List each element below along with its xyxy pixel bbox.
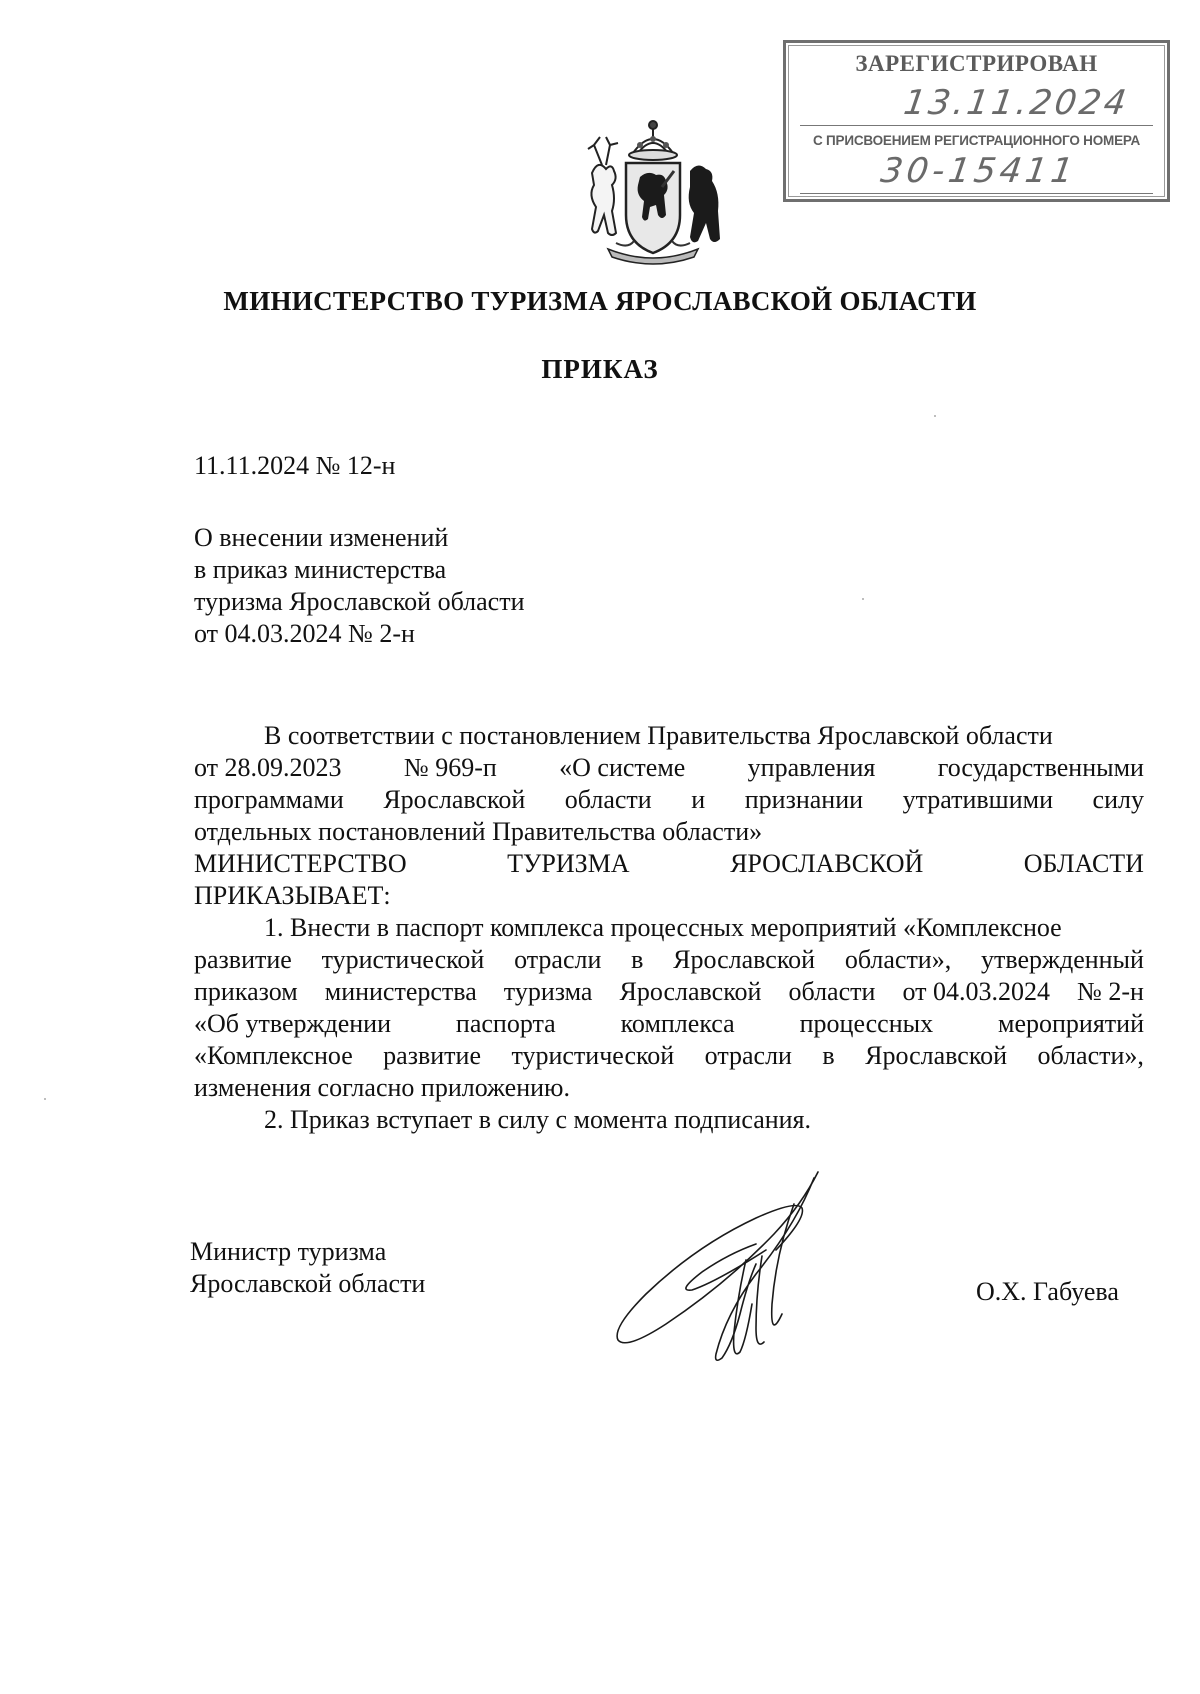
word: утратившими xyxy=(902,785,1053,814)
word: Ярославской xyxy=(383,785,526,814)
preamble-line xyxy=(194,784,1144,816)
preamble-line: отдельных постановлений Правительства области» xyxy=(194,817,763,846)
handwritten-signature-icon xyxy=(606,1164,836,1374)
word: силу xyxy=(1092,785,1144,814)
subject-line: О внесении изменений xyxy=(194,523,449,552)
word: «Комплексное xyxy=(194,1041,353,1070)
word: № 2-н xyxy=(1077,977,1144,1006)
word: развитие xyxy=(194,945,292,974)
word: туристической xyxy=(321,945,485,974)
word: государственными xyxy=(937,753,1144,782)
subject-line: в приказ министерства xyxy=(194,555,447,584)
signatory-position xyxy=(190,1236,425,1300)
stamp-number: 30-15411 xyxy=(878,151,1080,191)
document-type-title: ПРИКАЗ xyxy=(541,354,659,384)
word: процессных xyxy=(799,1009,934,1038)
word: мероприятий xyxy=(998,1009,1144,1038)
word: развитие xyxy=(383,1041,481,1070)
word: признании xyxy=(744,785,864,814)
word: от 04.03.2024 xyxy=(902,977,1050,1006)
word: от 28.09.2023 xyxy=(194,753,342,782)
word: и xyxy=(691,785,706,814)
word: Ярославской xyxy=(865,1041,1008,1070)
word: управления xyxy=(747,753,876,782)
item1-line: 1. Внести в паспорт комплекса процессных мероприятий «Комплексное xyxy=(264,913,1062,942)
word: области xyxy=(788,977,876,1006)
coat-of-arms-icon xyxy=(578,115,728,267)
preamble-line: В соответствии с постановлением Правительства Ярославской области xyxy=(264,721,1053,750)
item1-line: изменения согласно приложению. xyxy=(194,1073,570,1102)
word: ЯРОСЛАВСКОЙ xyxy=(730,849,924,878)
item1-line xyxy=(194,944,1144,976)
stamp-date: 13.11.2024 xyxy=(901,83,1132,123)
stamp-divider xyxy=(800,193,1153,194)
word: «Об утверждении xyxy=(194,1009,392,1038)
word: в xyxy=(631,945,644,974)
registration-stamp xyxy=(783,40,1170,202)
word: области», xyxy=(1037,1041,1144,1070)
item1-line xyxy=(194,1008,1144,1040)
word: программами xyxy=(194,785,344,814)
word: комплекса xyxy=(620,1009,735,1038)
word: № 969-п xyxy=(403,753,497,782)
signatory-name: О.Х. Габуева xyxy=(976,1277,1119,1306)
word: МИНИСТЕРСТВО xyxy=(194,849,407,878)
position-line: Ярославской области xyxy=(190,1269,426,1298)
position-line: Министр туризма xyxy=(190,1237,387,1266)
word: отрасли xyxy=(514,945,602,974)
word: туризма xyxy=(503,977,593,1006)
stamp-divider xyxy=(800,125,1153,126)
orders-line: ПРИКАЗЫВАЕТ: xyxy=(194,881,391,910)
scan-speck xyxy=(862,598,864,600)
subject-block xyxy=(194,522,525,650)
item1-line xyxy=(194,976,1144,1008)
word: утвержденный xyxy=(980,945,1144,974)
date-and-number: 11.11.2024 № 12-н xyxy=(194,451,396,480)
word: паспорта xyxy=(455,1009,556,1038)
subject-line: туризма Ярославской области xyxy=(194,587,525,616)
body-text xyxy=(194,720,1144,1136)
scan-speck xyxy=(934,415,936,417)
scan-speck xyxy=(44,1098,46,1100)
subject-line: от 04.03.2024 № 2-н xyxy=(194,619,415,648)
preamble-line xyxy=(194,752,1144,784)
word: министерства xyxy=(324,977,477,1006)
word: отрасли xyxy=(704,1041,792,1070)
word: Ярославской xyxy=(619,977,762,1006)
word: в xyxy=(822,1041,835,1070)
word: «О системе xyxy=(559,753,686,782)
stamp-subtitle: С ПРИСВОЕНИЕМ РЕГИСТРАЦИОННОГО НОМЕРА xyxy=(812,133,1141,148)
ministry-title: МИНИСТЕРСТВО ТУРИЗМА ЯРОСЛАВСКОЙ ОБЛАСТИ xyxy=(223,286,977,316)
item1-line xyxy=(194,1040,1144,1072)
word: туристической xyxy=(511,1041,675,1070)
word: области», xyxy=(844,945,952,974)
word: Ярославской xyxy=(673,945,816,974)
word: ОБЛАСТИ xyxy=(1023,849,1144,878)
orders-line xyxy=(194,848,1144,880)
stamp-title: ЗАРЕГИСТРИРОВАН xyxy=(855,51,1098,76)
word: приказом xyxy=(194,977,298,1006)
word: области xyxy=(564,785,652,814)
word: ТУРИЗМА xyxy=(507,849,630,878)
item2-line: 2. Приказ вступает в силу с момента подписания. xyxy=(264,1105,812,1134)
